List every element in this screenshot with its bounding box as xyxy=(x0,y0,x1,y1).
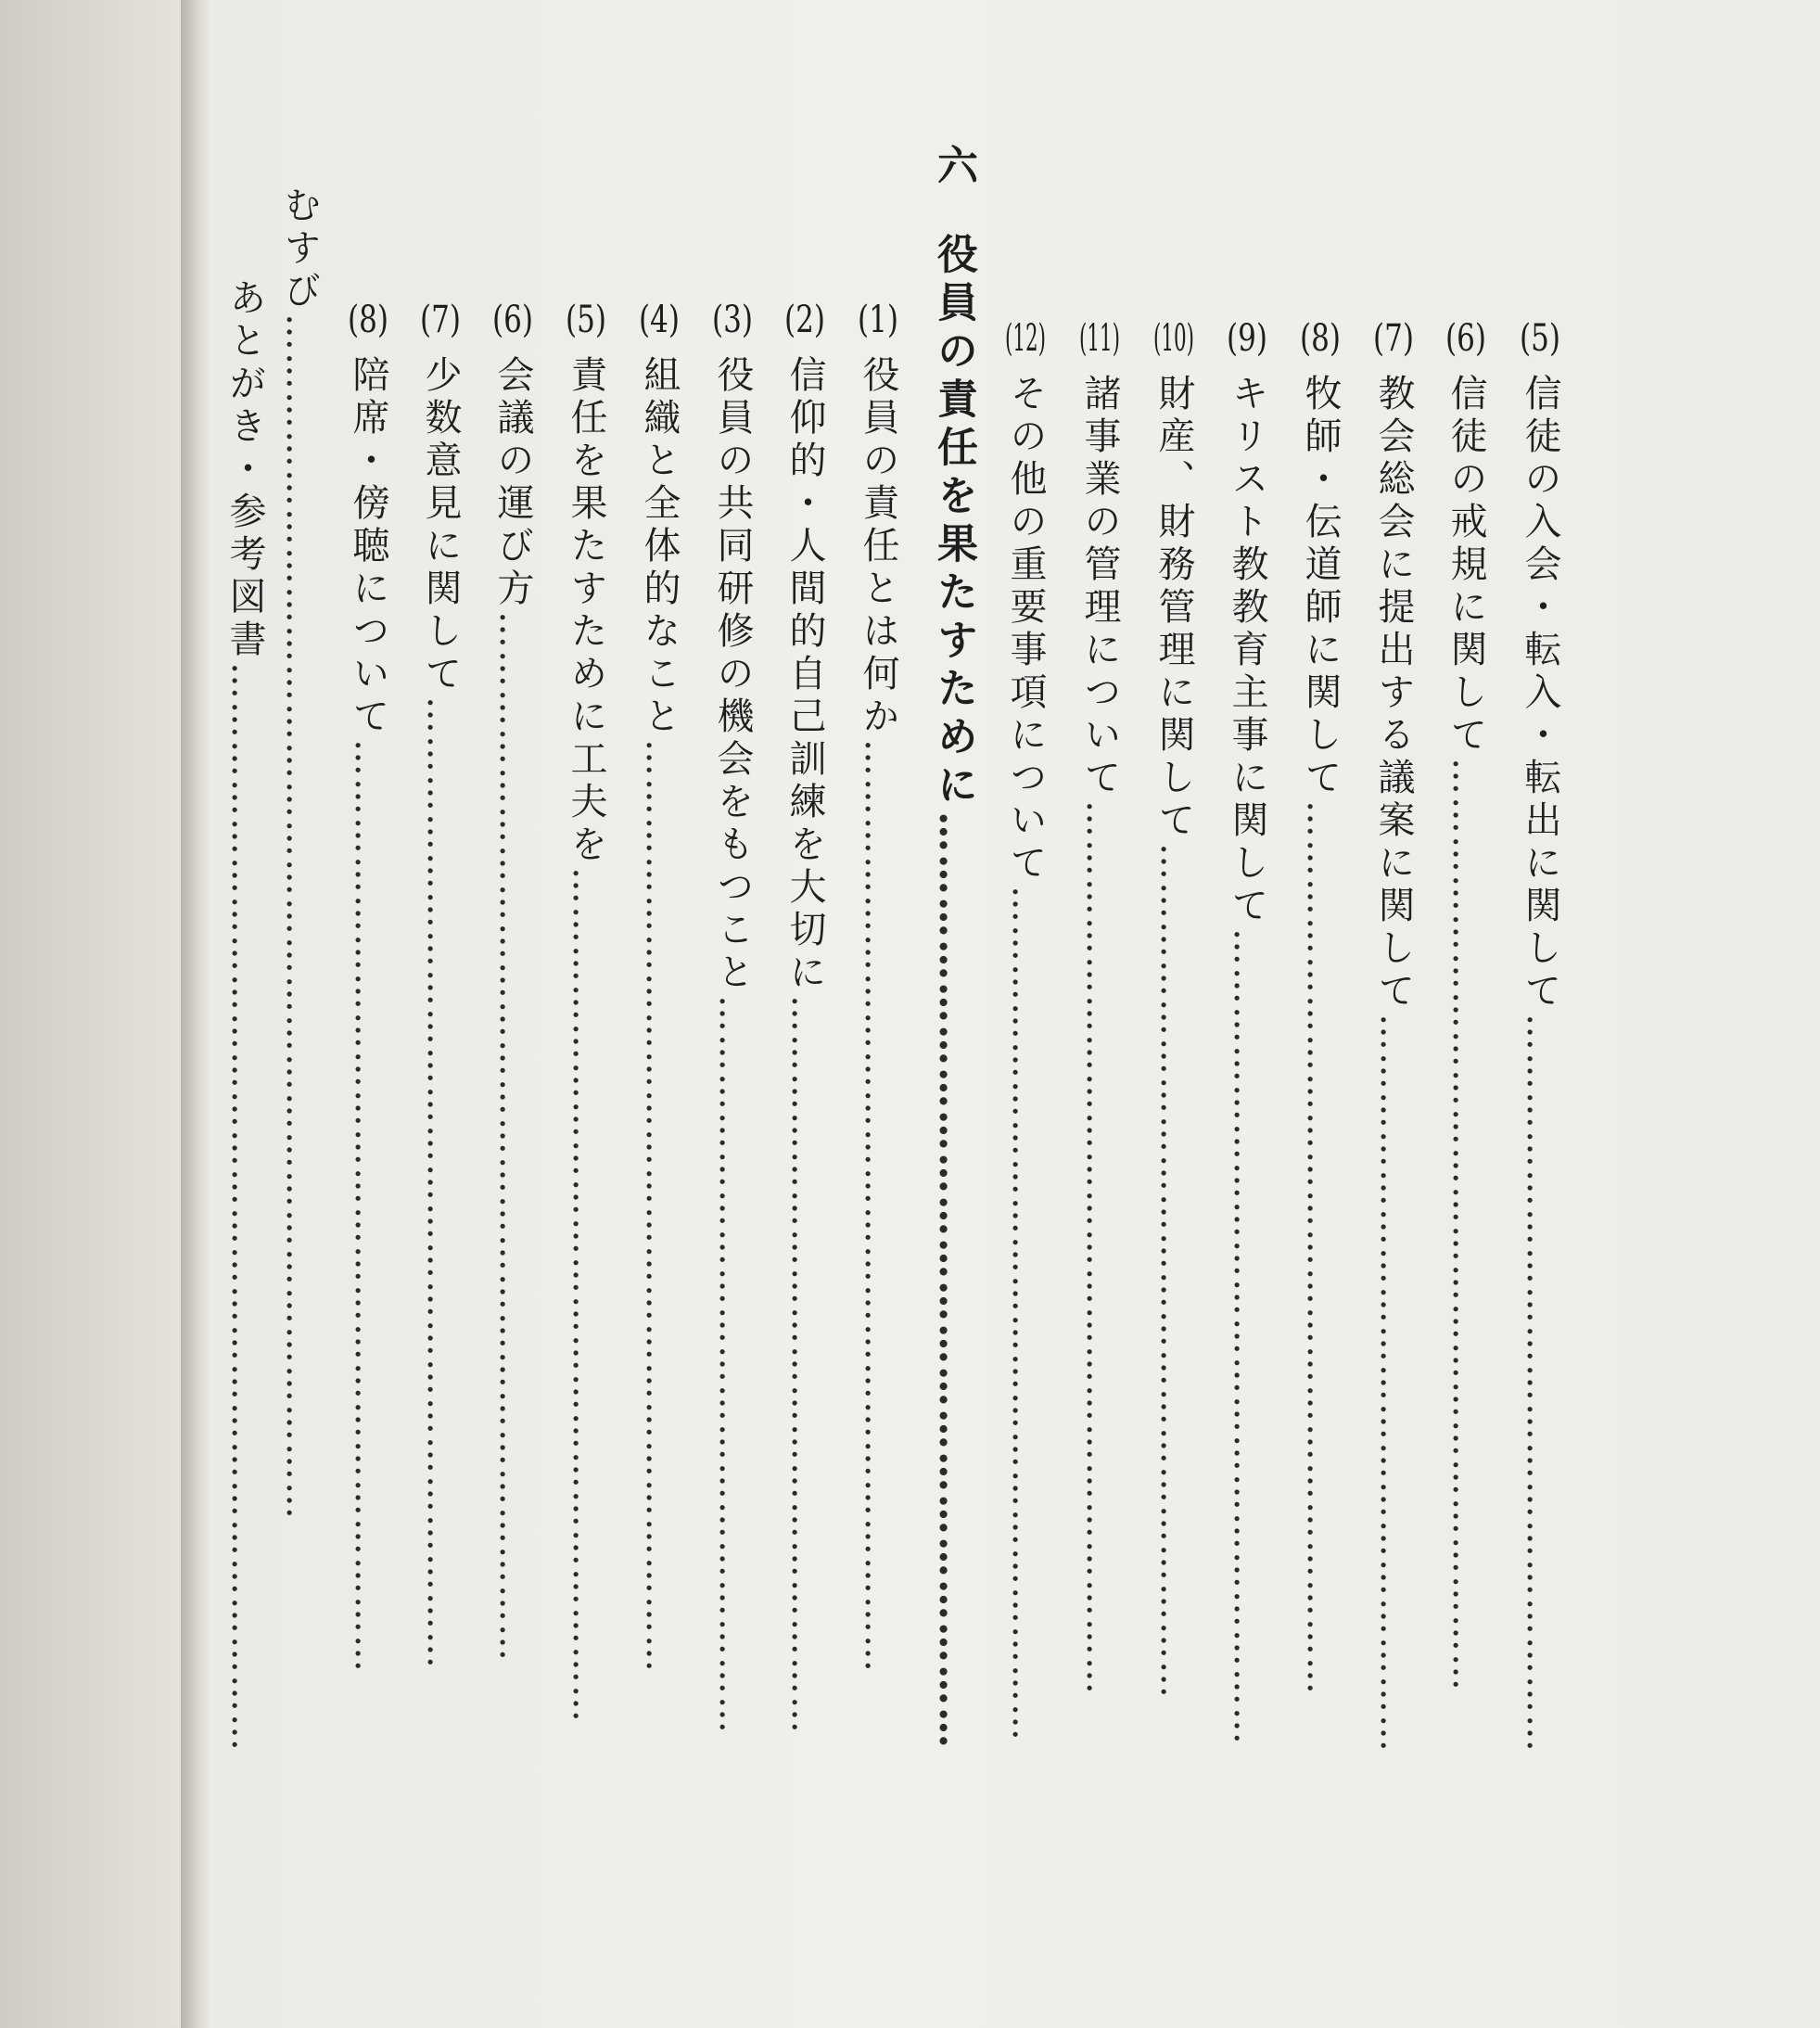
toc-entry-number: (8) xyxy=(348,301,388,338)
toc-entry-title: 会議の運び方 xyxy=(491,355,534,611)
toc-entry-number: (11) xyxy=(1079,320,1120,357)
toc-entry-leader: ……………………………………………………………… xyxy=(638,739,681,1674)
toc-entry-title: 少数意見に関して xyxy=(419,355,462,696)
toc-entry-leader: ………………………………………………………… xyxy=(565,867,607,1724)
toc-entry xyxy=(638,301,681,2028)
toc-entry-leader: ………………………………………………… xyxy=(1519,1014,1561,1754)
toc-entry-leader: ……………………………………………………………… xyxy=(347,739,389,1674)
toc-entry-number: (5) xyxy=(566,301,606,338)
toc-entry-leader: …………………………………………………………… xyxy=(1299,800,1342,1696)
toc-entry-leader: ………………………………………………………………………………… xyxy=(278,313,321,1521)
toc-entry-title: 信仰的・人間的自己訓練を大切に xyxy=(783,355,826,995)
toc-entry xyxy=(419,301,462,2028)
toc-entry-title: 役員の責任とは何か xyxy=(857,355,899,739)
toc-entry-leader: ………………………………………………………………… xyxy=(419,696,462,1670)
toc-entry xyxy=(567,301,605,2028)
toc-entry-title: キリスト教教育主事に関して xyxy=(1226,374,1268,928)
toc-entry-leader: ……………………………………………………… xyxy=(1226,928,1268,1746)
toc-entry-leader: ……………………………………………………………………… xyxy=(491,611,534,1663)
toc-entry-number: (5) xyxy=(1520,320,1560,357)
toc-entry-title: むすび xyxy=(278,185,321,313)
toc-entry-title: 役員の責任を果たすために xyxy=(930,233,977,811)
toc-entry-number: (7) xyxy=(420,301,461,338)
toc-entry-title: 諸事業の管理について xyxy=(1078,374,1121,800)
toc-entry xyxy=(491,301,534,2028)
toc-entry xyxy=(347,301,389,2028)
toc-entry-number: (12) xyxy=(1005,320,1046,357)
toc-entry-number: (6) xyxy=(492,301,533,338)
toc-entry-leader: ………………………………………………… xyxy=(1372,1014,1415,1754)
toc-entry-number: (2) xyxy=(784,301,825,338)
toc-entry-number: (6) xyxy=(1445,320,1486,357)
toc-entry-leader: ………………………………………………… xyxy=(711,995,754,1735)
toc-entry-title: 信徒の入会・転入・転出に関して xyxy=(1519,374,1561,1014)
toc-entry xyxy=(223,278,266,2028)
toc-entry-number: 六 xyxy=(930,144,977,192)
toc-entry-leader: …………………………………………………………… xyxy=(1078,800,1121,1696)
toc-entry xyxy=(711,301,754,2028)
toc-entry-leader: ………………………………………………………… xyxy=(1152,843,1195,1700)
toc-entry-title: 組織と全体的なこと xyxy=(638,355,681,739)
toc-entry-number: (9) xyxy=(1227,320,1267,357)
toc-entry-title: あとがき・参考図書 xyxy=(223,278,266,662)
toc-entry-leader: ………………………………………………… xyxy=(783,995,826,1735)
toc-entry-leader: ………………………………………………………………………… xyxy=(223,662,266,1753)
toc-entry-leader: ………………………………………………………… xyxy=(930,811,977,1750)
toc-entry-number: (7) xyxy=(1373,320,1414,357)
toc-entry xyxy=(1299,320,1342,2028)
toc-entry xyxy=(1004,320,1047,2028)
toc-entry xyxy=(278,185,321,2028)
toc-entry xyxy=(1445,320,1487,2028)
toc-entry-title: 教会総会に提出する議案に関して xyxy=(1372,374,1415,1014)
toc-entry xyxy=(1372,320,1415,2028)
toc-entry-leader: ………………………………………………………… xyxy=(1004,886,1047,1742)
toc-entry-title: 役員の共同研修の機会をもつこと xyxy=(711,355,754,995)
toc-entry-leader: ……………………………………………………………… xyxy=(857,739,899,1674)
toc-entry-title: 信徒の戒規に関して xyxy=(1445,374,1487,758)
book-gutter xyxy=(181,0,209,2028)
toc-entry xyxy=(1078,320,1121,2028)
toc-entry-number: (1) xyxy=(858,301,898,338)
left-page xyxy=(0,0,190,2028)
toc-entry xyxy=(1521,320,1559,2028)
toc-entry-title: 陪席・傍聴について xyxy=(347,355,389,739)
toc-entry xyxy=(1228,320,1266,2028)
toc-entry-number: (8) xyxy=(1300,320,1341,357)
toc-entry-title: 牧師・伝道師に関して xyxy=(1299,374,1342,800)
toc-entry-number: (10) xyxy=(1153,320,1194,357)
toc-entry-title: 財産、財務管理に関して xyxy=(1152,374,1195,843)
toc-entry xyxy=(1152,320,1195,2028)
toc-chapter-heading xyxy=(930,144,977,2028)
toc-entry-leader: ……………………………………………………………… xyxy=(1445,758,1487,1692)
toc-entry-title: 責任を果たすために工夫を xyxy=(565,355,607,867)
toc-entry-number: (3) xyxy=(712,301,753,338)
toc-entry-number: (4) xyxy=(639,301,680,338)
toc-entry xyxy=(859,301,897,2028)
toc-entry xyxy=(783,301,826,2028)
toc-entry-title: その他の重要事項について xyxy=(1004,374,1047,886)
